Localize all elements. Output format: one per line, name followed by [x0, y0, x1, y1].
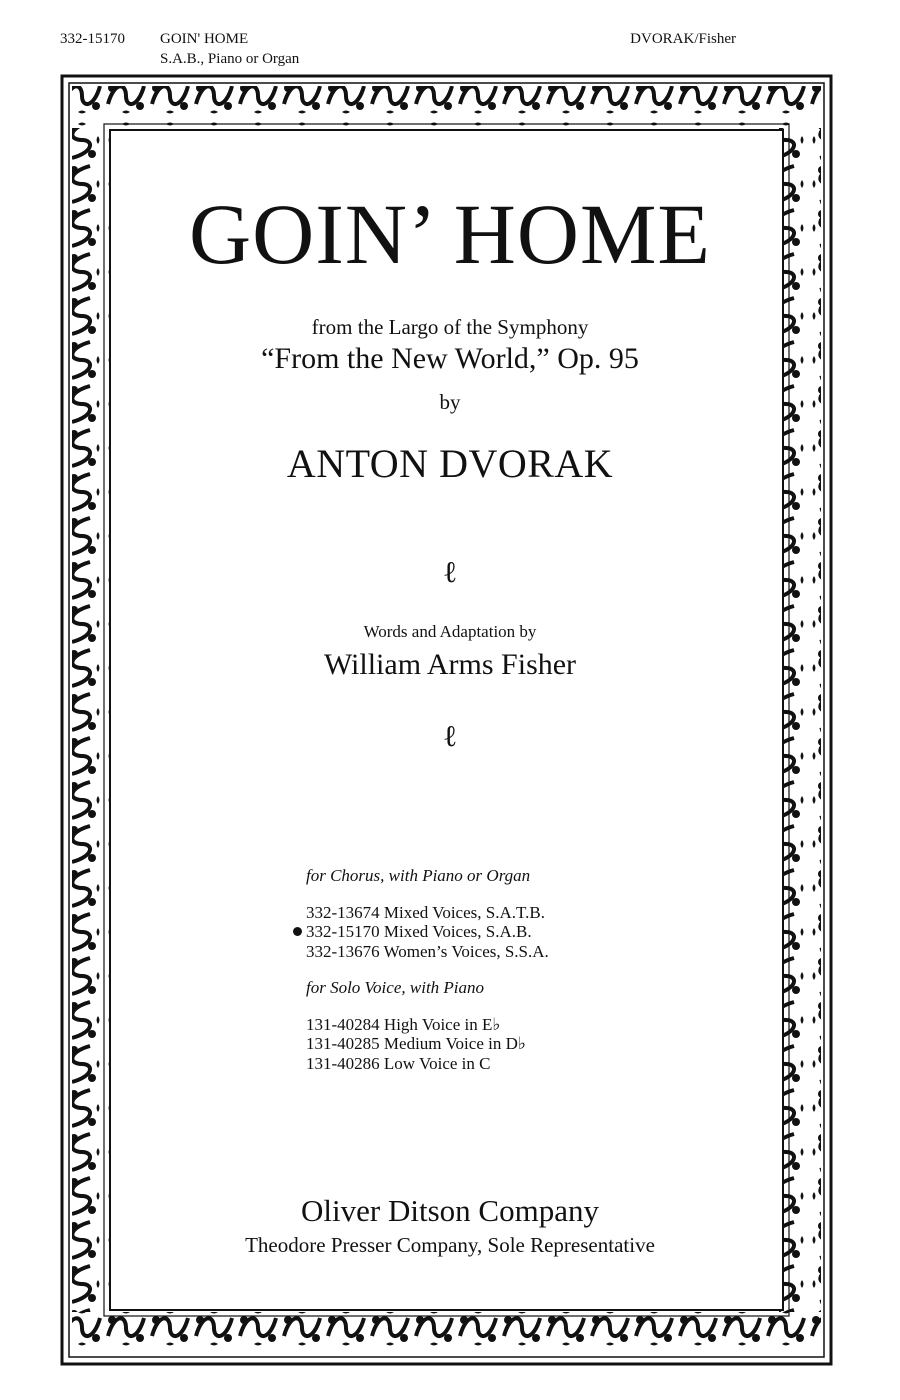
- edition-item: 131-40285 Medium Voice in D♭: [306, 1034, 526, 1053]
- ornament-icon: ℓ: [442, 720, 458, 753]
- edition-item: 332-15170 Mixed Voices, S.A.B.: [306, 922, 532, 941]
- title: GOIN’ HOME: [189, 186, 711, 282]
- source-line: from the Largo of the Symphony: [311, 315, 589, 339]
- edition-item: 332-13674 Mixed Voices, S.A.T.B.: [306, 903, 545, 922]
- solo-heading: for Solo Voice, with Piano: [306, 978, 485, 997]
- catalog-number: 332-15170: [60, 31, 125, 47]
- edition-item: 332-13676 Women’s Voices, S.S.A.: [306, 942, 549, 961]
- header-credit: DVORAK/Fisher: [630, 31, 736, 47]
- selected-edition-bullet: [293, 927, 302, 936]
- by-label: by: [439, 390, 461, 414]
- publisher-name: Oliver Ditson Company: [301, 1193, 599, 1228]
- header-scoring: S.A.B., Piano or Organ: [160, 51, 300, 67]
- edition-item: 131-40284 High Voice in E♭: [306, 1015, 501, 1034]
- ornament-icon: ℓ: [442, 556, 458, 589]
- representative-line: Theodore Presser Company, Sole Representative: [245, 1233, 655, 1257]
- chorus-heading: for Chorus, with Piano or Organ: [306, 866, 531, 885]
- words-credit-label: Words and Adaptation by: [363, 622, 537, 641]
- arranger-name: William Arms Fisher: [323, 648, 577, 681]
- composer-name: ANTON DVORAK: [286, 441, 614, 486]
- header-title: GOIN' HOME: [160, 31, 249, 47]
- symphony-title: “From the New World,” Op. 95: [261, 342, 639, 375]
- edition-item: 131-40286 Low Voice in C: [306, 1054, 491, 1073]
